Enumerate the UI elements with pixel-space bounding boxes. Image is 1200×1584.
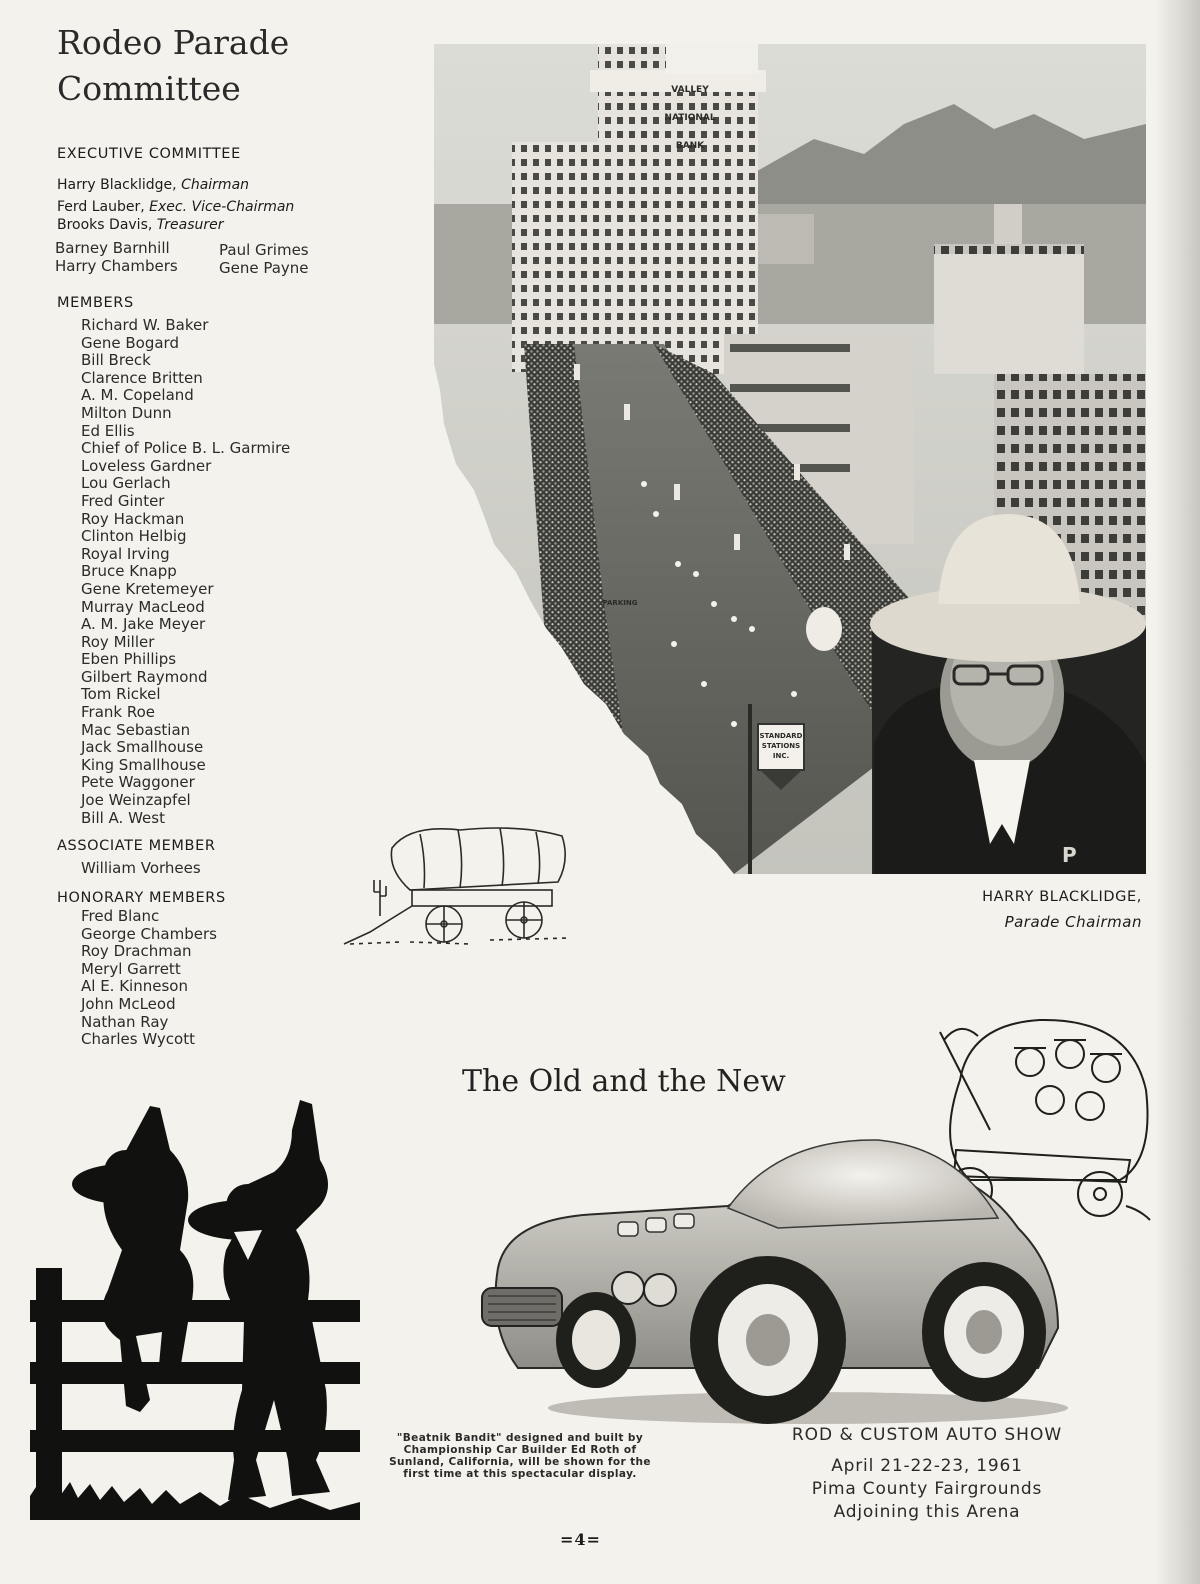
associate-list bbox=[81, 860, 201, 878]
executive-names-left: Barney Barnhill Harry Chambers bbox=[55, 239, 178, 275]
list-item: Royal Irving bbox=[81, 544, 170, 563]
list-item: Chief of Police B. L. Garmire bbox=[81, 439, 291, 458]
honorary-members-heading: HONORARY MEMBERS bbox=[57, 890, 226, 906]
list-item: Pete Waggoner bbox=[81, 773, 195, 792]
list-item: Joe Weinzapfel bbox=[81, 791, 191, 810]
list-item: Fred Blanc bbox=[81, 907, 160, 925]
list-item: Roy Miller bbox=[81, 632, 155, 651]
auto-show-place: Pima County Fairgrounds bbox=[811, 1479, 1043, 1499]
auto-show-note: Adjoining this Arena bbox=[833, 1502, 1021, 1522]
officer-vice-chairman: Ferd Lauber, Exec. Vice-Chairman bbox=[57, 199, 295, 215]
shirt-letter: P bbox=[1062, 843, 1077, 867]
auto-show-date: April 21-22-23, 1961 bbox=[831, 1456, 1023, 1476]
list-item: Richard W. Baker bbox=[81, 316, 209, 334]
members-list bbox=[81, 317, 290, 827]
list-item: Al E. Kinneson bbox=[81, 977, 188, 996]
list-item: Bill A. West bbox=[81, 808, 165, 827]
list-item: George Chambers bbox=[81, 924, 217, 943]
members-heading: MEMBERS bbox=[57, 295, 134, 311]
officer-chairman: Harry Blacklidge, Chairman bbox=[57, 177, 250, 193]
list-item: Milton Dunn bbox=[81, 403, 172, 422]
list-item: Bill Breck bbox=[81, 351, 151, 370]
old-and-new-heading: The Old and the New bbox=[462, 1064, 786, 1099]
list-item: A. M. Jake Meyer bbox=[81, 615, 206, 634]
cowboy-couple-silhouette bbox=[30, 1100, 360, 1520]
list-item: Loveless Gardner bbox=[81, 456, 212, 475]
list-item: Clinton Helbig bbox=[81, 527, 187, 546]
beatnik-bandit-car-illustration bbox=[478, 1118, 1078, 1428]
list-item: King Smallhouse bbox=[81, 755, 206, 774]
list-item: Fred Ginter bbox=[81, 491, 165, 510]
auto-show-title: ROD & CUSTOM AUTO SHOW bbox=[791, 1425, 1063, 1445]
list-item: Meryl Garrett bbox=[81, 959, 181, 978]
parade-photo bbox=[434, 44, 1146, 874]
parade-photo-svg bbox=[434, 44, 1146, 874]
list-item: Roy Drachman bbox=[81, 942, 192, 961]
bank-sign-line-3: BANK bbox=[675, 141, 705, 151]
car-caption: "Beatnik Bandit" designed and built by Championship Car Builder Ed Roth of Sunland, California, will be shown for the first time at this spectacular display. bbox=[389, 1432, 651, 1480]
photo-caption-name: HARRY BLACKLIDGE, bbox=[982, 889, 1142, 905]
list-item: Roy Hackman bbox=[81, 509, 185, 528]
list-item: A. M. Copeland bbox=[81, 386, 194, 405]
list-item: Nathan Ray bbox=[81, 1012, 169, 1031]
list-item: Ed Ellis bbox=[81, 421, 135, 440]
page-number: =4= bbox=[560, 1530, 601, 1549]
covered-wagon-illustration bbox=[340, 820, 580, 960]
parking-sign: PARKING bbox=[602, 599, 638, 607]
list-item: Frank Roe bbox=[81, 703, 156, 722]
page-title: Rodeo Parade Committee bbox=[57, 23, 290, 108]
gas-sign-line-2: STATIONS bbox=[761, 742, 801, 750]
list-item: Gene Bogard bbox=[81, 333, 179, 352]
gas-sign-line-3: INC. bbox=[772, 752, 790, 760]
bank-sign-line-2: NATIONAL bbox=[664, 113, 716, 123]
list-item: Gilbert Raymond bbox=[81, 667, 208, 686]
list-item: Bruce Knapp bbox=[81, 562, 177, 581]
list-item: Clarence Britten bbox=[81, 368, 203, 387]
executive-committee-heading: EXECUTIVE COMMITTEE bbox=[57, 146, 241, 162]
executive-names-right: Paul Grimes Gene Payne bbox=[219, 241, 309, 277]
list-item: Lou Gerlach bbox=[81, 474, 171, 493]
list-item: John McLeod bbox=[81, 994, 176, 1013]
list-item: Charles Wycott bbox=[81, 1030, 195, 1049]
photo-caption-role: Parade Chairman bbox=[1004, 913, 1142, 931]
gas-sign-line-1: STANDARD bbox=[759, 732, 803, 740]
list-item: Tom Rickel bbox=[81, 685, 161, 704]
honorary-list bbox=[81, 908, 217, 1049]
list-item: Murray MacLeod bbox=[81, 597, 205, 616]
list-item: Eben Phillips bbox=[81, 650, 177, 669]
list-item: William Vorhees bbox=[81, 859, 201, 877]
officer-treasurer: Brooks Davis, Treasurer bbox=[57, 217, 224, 233]
page-edge-shadow bbox=[1154, 0, 1200, 1584]
bank-sign-line-1: VALLEY bbox=[671, 85, 709, 95]
list-item: Mac Sebastian bbox=[81, 720, 191, 739]
auto-show-info bbox=[762, 1423, 1092, 1524]
list-item: Jack Smallhouse bbox=[81, 738, 204, 757]
list-item: Gene Kretemeyer bbox=[81, 579, 214, 598]
associate-member-heading: ASSOCIATE MEMBER bbox=[57, 838, 216, 854]
